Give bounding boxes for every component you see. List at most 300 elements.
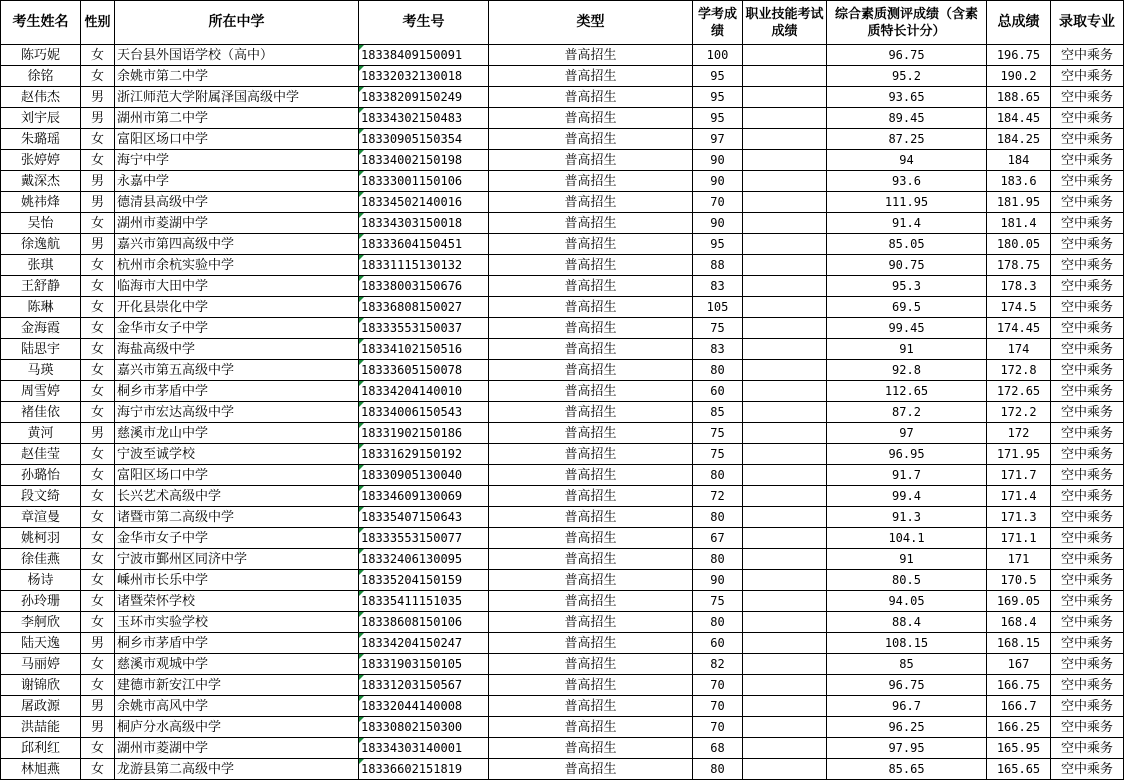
cell-major[interactable]: 空中乘务 <box>1051 549 1124 570</box>
cell-name[interactable]: 陈琳 <box>1 297 81 318</box>
header-xk-score[interactable]: 学考成绩 <box>693 1 743 45</box>
cell-zy-score[interactable] <box>743 570 827 591</box>
cell-major[interactable]: 空中乘务 <box>1051 591 1124 612</box>
cell-type[interactable]: 普高招生 <box>489 318 693 339</box>
cell-gender[interactable]: 男 <box>81 192 115 213</box>
cell-gender[interactable]: 女 <box>81 45 115 66</box>
cell-zy-score[interactable] <box>743 612 827 633</box>
cell-exam-no[interactable]: 18334609130069 <box>359 486 489 507</box>
cell-name[interactable]: 林旭燕 <box>1 759 81 780</box>
cell-type[interactable]: 普高招生 <box>489 570 693 591</box>
cell-gender[interactable]: 女 <box>81 465 115 486</box>
header-exam-no[interactable]: 考生号 <box>359 1 489 45</box>
header-major[interactable]: 录取专业 <box>1051 1 1124 45</box>
cell-gender[interactable]: 女 <box>81 507 115 528</box>
cell-exam-no[interactable]: 18333553150077 <box>359 528 489 549</box>
cell-total[interactable]: 166.75 <box>987 675 1051 696</box>
cell-xk-score[interactable]: 70 <box>693 717 743 738</box>
cell-school[interactable]: 龙游县第二高级中学 <box>115 759 359 780</box>
cell-zy-score[interactable] <box>743 738 827 759</box>
header-gender[interactable]: 性别 <box>81 1 115 45</box>
cell-school[interactable]: 余姚市第二中学 <box>115 66 359 87</box>
cell-total[interactable]: 165.65 <box>987 759 1051 780</box>
cell-school[interactable]: 天台县外国语学校（高中） <box>115 45 359 66</box>
cell-total[interactable]: 184.45 <box>987 108 1051 129</box>
cell-exam-no[interactable]: 18334303150018 <box>359 213 489 234</box>
cell-school[interactable]: 桐庐分水高级中学 <box>115 717 359 738</box>
cell-xk-score[interactable]: 80 <box>693 465 743 486</box>
cell-major[interactable]: 空中乘务 <box>1051 192 1124 213</box>
cell-xk-score[interactable]: 95 <box>693 87 743 108</box>
cell-gender[interactable]: 男 <box>81 234 115 255</box>
cell-xk-score[interactable]: 82 <box>693 654 743 675</box>
cell-school[interactable]: 桐乡市茅盾中学 <box>115 633 359 654</box>
cell-exam-no[interactable]: 18333604150451 <box>359 234 489 255</box>
cell-exam-no[interactable]: 18338608150106 <box>359 612 489 633</box>
cell-xk-score[interactable]: 83 <box>693 276 743 297</box>
cell-name[interactable]: 马瑛 <box>1 360 81 381</box>
cell-zh-score[interactable]: 99.45 <box>827 318 987 339</box>
cell-major[interactable]: 空中乘务 <box>1051 66 1124 87</box>
cell-zh-score[interactable]: 112.65 <box>827 381 987 402</box>
cell-zy-score[interactable] <box>743 423 827 444</box>
cell-major[interactable]: 空中乘务 <box>1051 297 1124 318</box>
cell-major[interactable]: 空中乘务 <box>1051 528 1124 549</box>
cell-major[interactable]: 空中乘务 <box>1051 486 1124 507</box>
cell-name[interactable]: 徐佳燕 <box>1 549 81 570</box>
cell-type[interactable]: 普高招生 <box>489 717 693 738</box>
cell-total[interactable]: 178.3 <box>987 276 1051 297</box>
cell-exam-no[interactable]: 18336602151819 <box>359 759 489 780</box>
cell-name[interactable]: 刘宇辰 <box>1 108 81 129</box>
cell-xk-score[interactable]: 75 <box>693 423 743 444</box>
cell-zy-score[interactable] <box>743 66 827 87</box>
cell-zy-score[interactable] <box>743 45 827 66</box>
cell-name[interactable]: 赵伟杰 <box>1 87 81 108</box>
cell-school[interactable]: 长兴艺术高级中学 <box>115 486 359 507</box>
cell-major[interactable]: 空中乘务 <box>1051 759 1124 780</box>
cell-zh-score[interactable]: 96.95 <box>827 444 987 465</box>
cell-zh-score[interactable]: 87.2 <box>827 402 987 423</box>
cell-xk-score[interactable]: 75 <box>693 444 743 465</box>
cell-zh-score[interactable]: 90.75 <box>827 255 987 276</box>
cell-major[interactable]: 空中乘务 <box>1051 675 1124 696</box>
cell-gender[interactable]: 男 <box>81 87 115 108</box>
cell-total[interactable]: 167 <box>987 654 1051 675</box>
cell-name[interactable]: 屠政源 <box>1 696 81 717</box>
cell-school[interactable]: 德清县高级中学 <box>115 192 359 213</box>
cell-total[interactable]: 183.6 <box>987 171 1051 192</box>
header-total[interactable]: 总成绩 <box>987 1 1051 45</box>
cell-major[interactable]: 空中乘务 <box>1051 465 1124 486</box>
cell-total[interactable]: 171 <box>987 549 1051 570</box>
cell-major[interactable]: 空中乘务 <box>1051 213 1124 234</box>
cell-gender[interactable]: 男 <box>81 171 115 192</box>
cell-school[interactable]: 慈溪市观城中学 <box>115 654 359 675</box>
cell-total[interactable]: 174.5 <box>987 297 1051 318</box>
cell-zh-score[interactable]: 96.75 <box>827 45 987 66</box>
cell-school[interactable]: 富阳区场口中学 <box>115 129 359 150</box>
cell-total[interactable]: 171.1 <box>987 528 1051 549</box>
cell-xk-score[interactable]: 90 <box>693 150 743 171</box>
cell-zy-score[interactable] <box>743 150 827 171</box>
cell-total[interactable]: 170.5 <box>987 570 1051 591</box>
cell-name[interactable]: 褚佳依 <box>1 402 81 423</box>
cell-name[interactable]: 吴怡 <box>1 213 81 234</box>
cell-exam-no[interactable]: 18334204140010 <box>359 381 489 402</box>
cell-exam-no[interactable]: 18331629150192 <box>359 444 489 465</box>
cell-xk-score[interactable]: 88 <box>693 255 743 276</box>
cell-type[interactable]: 普高招生 <box>489 549 693 570</box>
cell-school[interactable]: 建德市新安江中学 <box>115 675 359 696</box>
cell-name[interactable]: 黄河 <box>1 423 81 444</box>
cell-zy-score[interactable] <box>743 108 827 129</box>
cell-zh-score[interactable]: 85.05 <box>827 234 987 255</box>
cell-xk-score[interactable]: 90 <box>693 213 743 234</box>
cell-major[interactable]: 空中乘务 <box>1051 171 1124 192</box>
cell-gender[interactable]: 女 <box>81 297 115 318</box>
cell-name[interactable]: 赵佳莹 <box>1 444 81 465</box>
cell-exam-no[interactable]: 18334303140001 <box>359 738 489 759</box>
cell-major[interactable]: 空中乘务 <box>1051 738 1124 759</box>
cell-xk-score[interactable]: 90 <box>693 570 743 591</box>
cell-type[interactable]: 普高招生 <box>489 738 693 759</box>
cell-exam-no[interactable]: 18332032130018 <box>359 66 489 87</box>
cell-major[interactable]: 空中乘务 <box>1051 507 1124 528</box>
cell-gender[interactable]: 男 <box>81 696 115 717</box>
cell-total[interactable]: 181.95 <box>987 192 1051 213</box>
cell-exam-no[interactable]: 18334006150543 <box>359 402 489 423</box>
cell-school[interactable]: 余姚市高风中学 <box>115 696 359 717</box>
cell-gender[interactable]: 男 <box>81 633 115 654</box>
cell-name[interactable]: 朱璐瑶 <box>1 129 81 150</box>
cell-name[interactable]: 周雪婷 <box>1 381 81 402</box>
cell-zy-score[interactable] <box>743 171 827 192</box>
cell-zh-score[interactable]: 93.6 <box>827 171 987 192</box>
cell-zh-score[interactable]: 97 <box>827 423 987 444</box>
cell-name[interactable]: 徐铭 <box>1 66 81 87</box>
cell-zy-score[interactable] <box>743 339 827 360</box>
cell-major[interactable]: 空中乘务 <box>1051 129 1124 150</box>
cell-zh-score[interactable]: 108.15 <box>827 633 987 654</box>
cell-major[interactable]: 空中乘务 <box>1051 423 1124 444</box>
cell-exam-no[interactable]: 18333001150106 <box>359 171 489 192</box>
header-name[interactable]: 考生姓名 <box>1 1 81 45</box>
cell-zy-score[interactable] <box>743 381 827 402</box>
cell-zh-score[interactable]: 94.05 <box>827 591 987 612</box>
cell-zh-score[interactable]: 85 <box>827 654 987 675</box>
cell-type[interactable]: 普高招生 <box>489 507 693 528</box>
cell-gender[interactable]: 女 <box>81 129 115 150</box>
cell-name[interactable]: 李舸欣 <box>1 612 81 633</box>
cell-zh-score[interactable]: 91 <box>827 549 987 570</box>
cell-major[interactable]: 空中乘务 <box>1051 87 1124 108</box>
cell-school[interactable]: 杭州市余杭实验中学 <box>115 255 359 276</box>
cell-total[interactable]: 171.7 <box>987 465 1051 486</box>
cell-exam-no[interactable]: 18330905130040 <box>359 465 489 486</box>
cell-type[interactable]: 普高招生 <box>489 150 693 171</box>
cell-zh-score[interactable]: 94 <box>827 150 987 171</box>
cell-gender[interactable]: 女 <box>81 66 115 87</box>
cell-exam-no[interactable]: 18332044140008 <box>359 696 489 717</box>
cell-name[interactable]: 章渲曼 <box>1 507 81 528</box>
cell-zh-score[interactable]: 99.4 <box>827 486 987 507</box>
cell-xk-score[interactable]: 67 <box>693 528 743 549</box>
cell-total[interactable]: 184.25 <box>987 129 1051 150</box>
cell-total[interactable]: 178.75 <box>987 255 1051 276</box>
cell-name[interactable]: 杨诗 <box>1 570 81 591</box>
cell-type[interactable]: 普高招生 <box>489 675 693 696</box>
cell-type[interactable]: 普高招生 <box>489 360 693 381</box>
cell-name[interactable]: 孙玲珊 <box>1 591 81 612</box>
cell-gender[interactable]: 女 <box>81 150 115 171</box>
cell-xk-score[interactable]: 60 <box>693 633 743 654</box>
cell-zh-score[interactable]: 91.7 <box>827 465 987 486</box>
cell-total[interactable]: 172.2 <box>987 402 1051 423</box>
cell-name[interactable]: 姚祎烽 <box>1 192 81 213</box>
cell-major[interactable]: 空中乘务 <box>1051 381 1124 402</box>
header-school[interactable]: 所在中学 <box>115 1 359 45</box>
cell-zy-score[interactable] <box>743 87 827 108</box>
cell-type[interactable]: 普高招生 <box>489 612 693 633</box>
cell-total[interactable]: 169.05 <box>987 591 1051 612</box>
cell-exam-no[interactable]: 18330905150354 <box>359 129 489 150</box>
cell-gender[interactable]: 女 <box>81 255 115 276</box>
cell-type[interactable]: 普高招生 <box>489 696 693 717</box>
cell-xk-score[interactable]: 70 <box>693 192 743 213</box>
cell-zh-score[interactable]: 91.3 <box>827 507 987 528</box>
cell-major[interactable]: 空中乘务 <box>1051 402 1124 423</box>
cell-zh-score[interactable]: 104.1 <box>827 528 987 549</box>
cell-major[interactable]: 空中乘务 <box>1051 717 1124 738</box>
cell-school[interactable]: 海盐高级中学 <box>115 339 359 360</box>
cell-gender[interactable]: 男 <box>81 108 115 129</box>
cell-zy-score[interactable] <box>743 402 827 423</box>
cell-type[interactable]: 普高招生 <box>489 108 693 129</box>
cell-exam-no[interactable]: 18335411151035 <box>359 591 489 612</box>
cell-gender[interactable]: 女 <box>81 339 115 360</box>
cell-name[interactable]: 谢锦欣 <box>1 675 81 696</box>
cell-name[interactable]: 陈巧妮 <box>1 45 81 66</box>
cell-gender[interactable]: 女 <box>81 654 115 675</box>
cell-total[interactable]: 196.75 <box>987 45 1051 66</box>
cell-type[interactable]: 普高招生 <box>489 402 693 423</box>
cell-name[interactable]: 陆思宇 <box>1 339 81 360</box>
cell-major[interactable]: 空中乘务 <box>1051 255 1124 276</box>
cell-xk-score[interactable]: 80 <box>693 549 743 570</box>
cell-major[interactable]: 空中乘务 <box>1051 444 1124 465</box>
cell-zh-score[interactable]: 80.5 <box>827 570 987 591</box>
cell-exam-no[interactable]: 18338409150091 <box>359 45 489 66</box>
cell-exam-no[interactable]: 18333553150037 <box>359 318 489 339</box>
cell-gender[interactable]: 女 <box>81 402 115 423</box>
cell-zh-score[interactable]: 96.7 <box>827 696 987 717</box>
cell-total[interactable]: 168.15 <box>987 633 1051 654</box>
cell-zh-score[interactable]: 95.3 <box>827 276 987 297</box>
cell-name[interactable]: 金海霞 <box>1 318 81 339</box>
cell-xk-score[interactable]: 70 <box>693 675 743 696</box>
cell-zy-score[interactable] <box>743 234 827 255</box>
cell-gender[interactable]: 女 <box>81 528 115 549</box>
cell-zh-score[interactable]: 111.95 <box>827 192 987 213</box>
cell-school[interactable]: 桐乡市茅盾中学 <box>115 381 359 402</box>
cell-gender[interactable]: 女 <box>81 213 115 234</box>
cell-xk-score[interactable]: 75 <box>693 318 743 339</box>
cell-major[interactable]: 空中乘务 <box>1051 696 1124 717</box>
cell-zy-score[interactable] <box>743 444 827 465</box>
cell-zy-score[interactable] <box>743 318 827 339</box>
cell-gender[interactable]: 女 <box>81 570 115 591</box>
cell-type[interactable]: 普高招生 <box>489 423 693 444</box>
cell-type[interactable]: 普高招生 <box>489 759 693 780</box>
cell-name[interactable]: 张婷婷 <box>1 150 81 171</box>
cell-xk-score[interactable]: 60 <box>693 381 743 402</box>
cell-zy-score[interactable] <box>743 129 827 150</box>
cell-zh-score[interactable]: 96.25 <box>827 717 987 738</box>
cell-gender[interactable]: 女 <box>81 276 115 297</box>
cell-xk-score[interactable]: 80 <box>693 759 743 780</box>
cell-name[interactable]: 徐逸航 <box>1 234 81 255</box>
cell-zy-score[interactable] <box>743 507 827 528</box>
cell-type[interactable]: 普高招生 <box>489 591 693 612</box>
cell-zy-score[interactable] <box>743 591 827 612</box>
cell-gender[interactable]: 女 <box>81 612 115 633</box>
cell-name[interactable]: 洪喆能 <box>1 717 81 738</box>
cell-school[interactable]: 浙江师范大学附属泽国高级中学 <box>115 87 359 108</box>
cell-name[interactable]: 张琪 <box>1 255 81 276</box>
cell-xk-score[interactable]: 95 <box>693 66 743 87</box>
cell-zh-score[interactable]: 88.4 <box>827 612 987 633</box>
cell-xk-score[interactable]: 80 <box>693 612 743 633</box>
cell-zh-score[interactable]: 89.45 <box>827 108 987 129</box>
cell-type[interactable]: 普高招生 <box>489 255 693 276</box>
cell-type[interactable]: 普高招生 <box>489 66 693 87</box>
cell-exam-no[interactable]: 18334002150198 <box>359 150 489 171</box>
cell-zh-score[interactable]: 69.5 <box>827 297 987 318</box>
cell-school[interactable]: 诸暨荣怀学校 <box>115 591 359 612</box>
cell-zy-score[interactable] <box>743 465 827 486</box>
cell-exam-no[interactable]: 18333605150078 <box>359 360 489 381</box>
cell-name[interactable]: 马丽婷 <box>1 654 81 675</box>
header-type[interactable]: 类型 <box>489 1 693 45</box>
cell-xk-score[interactable]: 70 <box>693 696 743 717</box>
cell-exam-no[interactable]: 18338209150249 <box>359 87 489 108</box>
cell-gender[interactable]: 女 <box>81 486 115 507</box>
cell-gender[interactable]: 男 <box>81 423 115 444</box>
cell-zy-score[interactable] <box>743 255 827 276</box>
cell-zy-score[interactable] <box>743 549 827 570</box>
cell-zy-score[interactable] <box>743 528 827 549</box>
cell-gender[interactable]: 女 <box>81 360 115 381</box>
cell-zy-score[interactable] <box>743 633 827 654</box>
cell-xk-score[interactable]: 97 <box>693 129 743 150</box>
cell-exam-no[interactable]: 18334502140016 <box>359 192 489 213</box>
cell-school[interactable]: 慈溪市龙山中学 <box>115 423 359 444</box>
cell-gender[interactable]: 女 <box>81 738 115 759</box>
cell-xk-score[interactable]: 95 <box>693 234 743 255</box>
cell-zh-score[interactable]: 92.8 <box>827 360 987 381</box>
cell-exam-no[interactable]: 18330802150300 <box>359 717 489 738</box>
cell-exam-no[interactable]: 18332406130095 <box>359 549 489 570</box>
cell-xk-score[interactable]: 83 <box>693 339 743 360</box>
cell-xk-score[interactable]: 72 <box>693 486 743 507</box>
cell-exam-no[interactable]: 18338003150676 <box>359 276 489 297</box>
cell-zy-score[interactable] <box>743 654 827 675</box>
header-zy-score[interactable]: 职业技能考试成绩 <box>743 1 827 45</box>
cell-type[interactable]: 普高招生 <box>489 87 693 108</box>
cell-xk-score[interactable]: 90 <box>693 171 743 192</box>
cell-gender[interactable]: 女 <box>81 318 115 339</box>
cell-gender[interactable]: 女 <box>81 759 115 780</box>
cell-school[interactable]: 临海市大田中学 <box>115 276 359 297</box>
cell-name[interactable]: 邱利红 <box>1 738 81 759</box>
cell-name[interactable]: 陆天逸 <box>1 633 81 654</box>
cell-xk-score[interactable]: 105 <box>693 297 743 318</box>
cell-exam-no[interactable]: 18335407150643 <box>359 507 489 528</box>
cell-school[interactable]: 嘉兴市第五高级中学 <box>115 360 359 381</box>
cell-major[interactable]: 空中乘务 <box>1051 339 1124 360</box>
cell-total[interactable]: 172 <box>987 423 1051 444</box>
cell-gender[interactable]: 男 <box>81 717 115 738</box>
cell-type[interactable]: 普高招生 <box>489 234 693 255</box>
cell-gender[interactable]: 女 <box>81 444 115 465</box>
cell-xk-score[interactable]: 95 <box>693 108 743 129</box>
cell-type[interactable]: 普高招生 <box>489 213 693 234</box>
cell-total[interactable]: 181.4 <box>987 213 1051 234</box>
cell-xk-score[interactable]: 80 <box>693 507 743 528</box>
cell-school[interactable]: 海宁中学 <box>115 150 359 171</box>
cell-total[interactable]: 171.4 <box>987 486 1051 507</box>
cell-total[interactable]: 168.4 <box>987 612 1051 633</box>
cell-major[interactable]: 空中乘务 <box>1051 45 1124 66</box>
cell-school[interactable]: 嵊州市长乐中学 <box>115 570 359 591</box>
cell-xk-score[interactable]: 85 <box>693 402 743 423</box>
cell-xk-score[interactable]: 80 <box>693 360 743 381</box>
cell-zh-score[interactable]: 85.65 <box>827 759 987 780</box>
cell-zy-score[interactable] <box>743 696 827 717</box>
cell-zh-score[interactable]: 96.75 <box>827 675 987 696</box>
cell-type[interactable]: 普高招生 <box>489 171 693 192</box>
cell-type[interactable]: 普高招生 <box>489 528 693 549</box>
cell-zh-score[interactable]: 97.95 <box>827 738 987 759</box>
cell-gender[interactable]: 女 <box>81 549 115 570</box>
cell-exam-no[interactable]: 18331115130132 <box>359 255 489 276</box>
cell-total[interactable]: 171.3 <box>987 507 1051 528</box>
cell-exam-no[interactable]: 18334302150483 <box>359 108 489 129</box>
cell-zy-score[interactable] <box>743 192 827 213</box>
cell-type[interactable]: 普高招生 <box>489 45 693 66</box>
cell-type[interactable]: 普高招生 <box>489 444 693 465</box>
cell-total[interactable]: 190.2 <box>987 66 1051 87</box>
cell-school[interactable]: 嘉兴市第四高级中学 <box>115 234 359 255</box>
cell-type[interactable]: 普高招生 <box>489 297 693 318</box>
cell-major[interactable]: 空中乘务 <box>1051 276 1124 297</box>
cell-gender[interactable]: 女 <box>81 675 115 696</box>
cell-major[interactable]: 空中乘务 <box>1051 234 1124 255</box>
cell-zh-score[interactable]: 93.65 <box>827 87 987 108</box>
cell-zh-score[interactable]: 87.25 <box>827 129 987 150</box>
cell-total[interactable]: 172.8 <box>987 360 1051 381</box>
cell-zh-score[interactable]: 91 <box>827 339 987 360</box>
cell-major[interactable]: 空中乘务 <box>1051 318 1124 339</box>
cell-gender[interactable]: 女 <box>81 381 115 402</box>
cell-zy-score[interactable] <box>743 717 827 738</box>
cell-xk-score[interactable]: 68 <box>693 738 743 759</box>
cell-exam-no[interactable]: 18331203150567 <box>359 675 489 696</box>
cell-exam-no[interactable]: 18334204150247 <box>359 633 489 654</box>
cell-major[interactable]: 空中乘务 <box>1051 633 1124 654</box>
cell-type[interactable]: 普高招生 <box>489 486 693 507</box>
